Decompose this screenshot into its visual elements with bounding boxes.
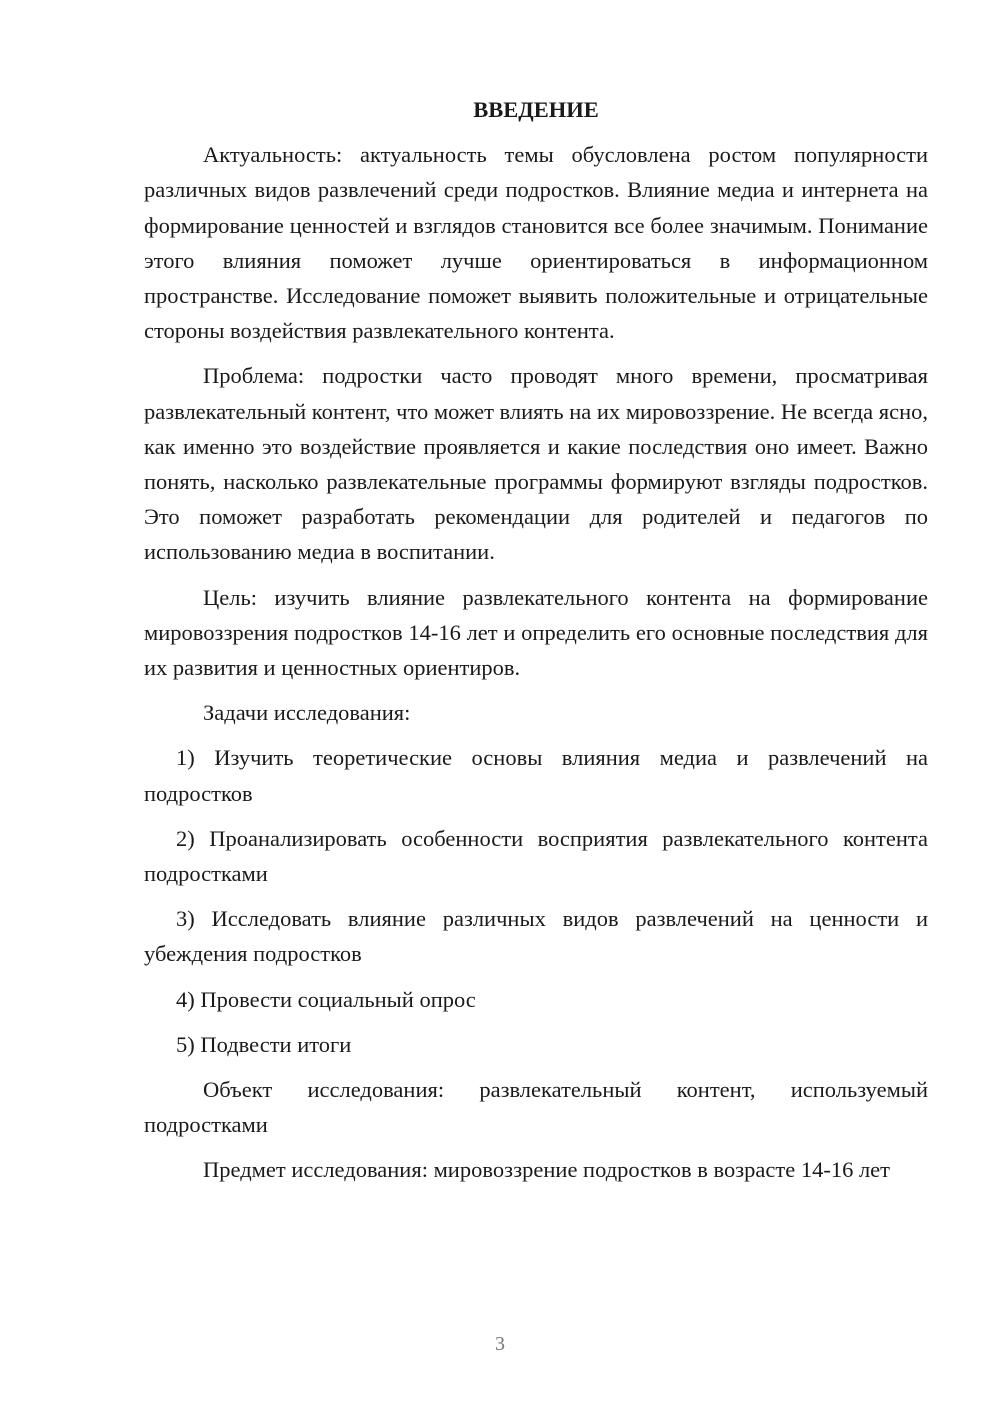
task-item: 4) Провести социальный опрос	[176, 986, 476, 1012]
task-item: 2) Проанализировать особенности восприятия развлекательного контента подростками	[144, 825, 928, 887]
paragraph-object: Объект исследования: развлекательный контент, используемый подростками	[144, 1077, 928, 1138]
paragraph-relevance: Актуальность: актуальность темы обусловлена ростом популярности различных видов развлечений среди подростков. Влияние медиа и интернета на формирование ценностей и взглядов становится все более значимым. Понимание этого влияния поможет лучше ориентироваться в информационном пространстве. Исследование поможет выявить положительные и отрицательные стороны воздействия развлекательного контента.	[144, 142, 928, 344]
task-item: 5) Подвести итоги	[176, 1031, 352, 1057]
task-item: 1) Изучить теоретические основы влияния медиа и развлечений на подростков	[144, 745, 928, 806]
page-content	[144, 92, 928, 1198]
page-number: 3	[495, 1333, 505, 1355]
task-item: 3) Исследовать влияние различных видов развлечений на ценности и убеждения подростков	[144, 906, 928, 967]
section-title: ВВЕДЕНИЕ	[473, 97, 599, 122]
paragraph-goal: Цель: изучить влияние развлекательного контента на формирование мировоззрения подростков 14-16 лет и определить его основные последствия для их развития и ценностных ориентиров.	[144, 584, 928, 681]
paragraph-subject: Предмет исследования: мировоззрение подростков в возрасте 14-16 лет	[203, 1157, 890, 1183]
paragraph-tasks-heading: Задачи исследования:	[203, 700, 411, 726]
paragraph-problem: Проблема: подростки часто проводят много времени, просматривая развлекательный контент, что может влиять на их мировоззрение. Не всегда ясно, как именно это воздействие проявляется и какие последствия оно имеет. Важно понять, насколько развлекательные программы формируют взгляды подростков. Это поможет разработать рекомендации для родителей и педагогов по использованию медиа в воспитании.	[144, 363, 928, 565]
